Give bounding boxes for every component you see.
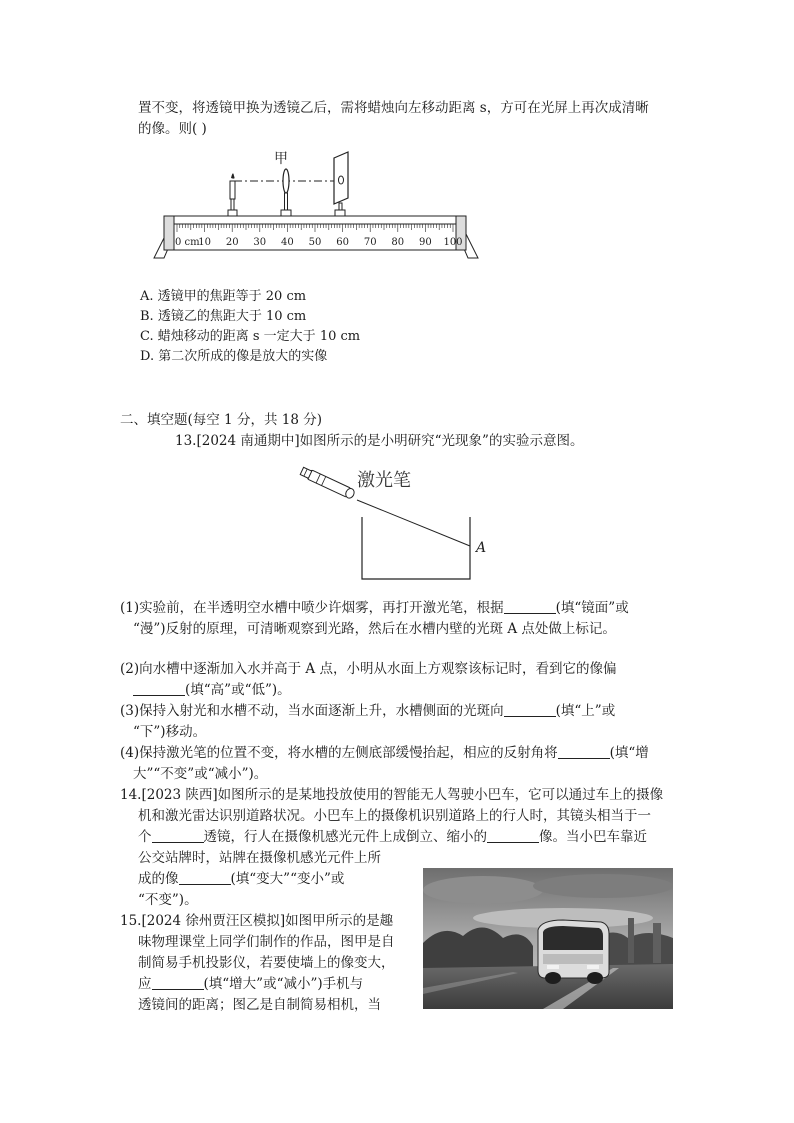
q12-option-a: A. 透镜甲的焦距等于 20 cm [140, 289, 307, 304]
q13-p2-line2: (填“高”或“低”)。 [133, 680, 291, 700]
ruler-label: 20 [225, 237, 239, 248]
answer-blank[interactable] [558, 744, 610, 759]
bus-photo [423, 868, 673, 1009]
q14-line1: 14.[2023 陕西]如图所示的是某地投放使用的智能无人驾驶小巴车，它可以通过车上的摄像 [120, 787, 664, 803]
q15-line1: 15.[2024 徐州贾汪区模拟]如图甲所示的是趣 [120, 913, 394, 929]
q14-line5: 成的像 (填“变大”“变小”或 [138, 871, 345, 887]
q13-p1-line2: “漫”)反射的原理，可清晰观察到光路，然后在水槽内壁的光斑 A 点处做上标记。 [133, 621, 616, 637]
laser-pen-icon [300, 466, 356, 499]
q15-line3: 制简易手机投影仪，若要使墙上的像变大， [138, 955, 395, 971]
point-a-label: A [476, 540, 487, 556]
answer-blank[interactable] [179, 870, 231, 885]
q15-line5: 透镜间的距离；图乙是自制简易相机，当 [138, 997, 381, 1013]
ruler-label: 30 [253, 237, 267, 248]
ruler-label: 90 [419, 237, 432, 248]
q13-p3-line1: (3)保持入射光和水槽不动，当水面逐渐上升，水槽侧面的光斑向 (填“上”或 [120, 703, 616, 719]
light-screen [334, 152, 348, 216]
answer-blank[interactable] [504, 702, 556, 717]
q14-line6: “不变”)。 [138, 892, 198, 908]
q13-p2-line1: (2)向水槽中逐渐加入水并高于 A 点，小明从水面上方观察该标记时，看到它的像偏 [120, 661, 617, 677]
answer-blank[interactable] [152, 828, 204, 843]
laser-pen-label: 激光笔 [357, 470, 411, 491]
answer-blank[interactable] [504, 599, 556, 614]
q14-line3: 个 透镜，行人在摄像机感光元件上成倒立、缩小的 像。当小巴车靠近 [138, 829, 647, 845]
q13-p1-line1: (1)实验前，在半透明空水槽中喷少许烟雾，再打开激光笔，根据 (填“镜面”或 [120, 600, 629, 616]
ruler-label: 80 [391, 237, 405, 248]
q12-stem-line2: 的像。则( ) [138, 121, 207, 137]
ruler-label: 40 [281, 237, 294, 248]
candle [228, 173, 237, 216]
q15-line2: 味物理课堂上同学们制作的作品，图甲是自 [138, 934, 395, 950]
ruler-label: 100 [443, 237, 463, 248]
answer-blank[interactable] [487, 828, 539, 843]
answer-blank[interactable] [133, 681, 185, 696]
optical-bench-diagram [150, 148, 490, 263]
q12-stem-line1: 置不变，将透镜甲换为透镜乙后，需将蜡烛向左移动距离 s，方可在光屏上再次成清晰 [138, 100, 649, 116]
q12-option-c: C. 蜡烛移动的距离 s 一定大于 10 cm [140, 329, 361, 344]
lens-jia [281, 169, 291, 216]
q12-option-b: B. 透镜乙的焦距大于 10 cm [140, 309, 307, 324]
q13-p3-line2: “下”)移动。 [133, 724, 207, 740]
q12-option-d: D. 第二次所成的像是放大的实像 [140, 349, 328, 364]
answer-blank[interactable] [152, 975, 204, 990]
q15-line4: 应 (填“增大”或“减小”)手机与 [138, 976, 364, 992]
ruler-label: 70 [363, 237, 377, 248]
q13-stem: 13.[2024 南通期中]如图所示的是小明研究“光现象”的实验示意图。 [175, 433, 584, 449]
q13-p4-line2: 大”“不变”或“减小”)。 [133, 766, 268, 782]
q13-p4-line1: (4)保持激光笔的位置不变，将水槽的左侧底部缓慢抬起，相应的反射角将 (填“增 [120, 745, 649, 761]
q14-line4: 公交站牌时，站牌在摄像机感光元件上所 [138, 850, 381, 866]
ruler-label: 10 [198, 237, 211, 248]
ruler-label: 60 [336, 237, 349, 248]
ruler-label: 0 cm [175, 237, 200, 248]
laser-tank-diagram [295, 462, 495, 582]
section-heading: 二、填空题(每空 1 分，共 18 分) [120, 412, 322, 428]
ruler-label: 50 [308, 237, 322, 248]
lens-label: 甲 [274, 151, 288, 167]
q14-line2: 机和激光雷达识别道路状况。小巴车上的摄像机识别道路上的行人时，其镜头相当于一 [138, 808, 651, 824]
